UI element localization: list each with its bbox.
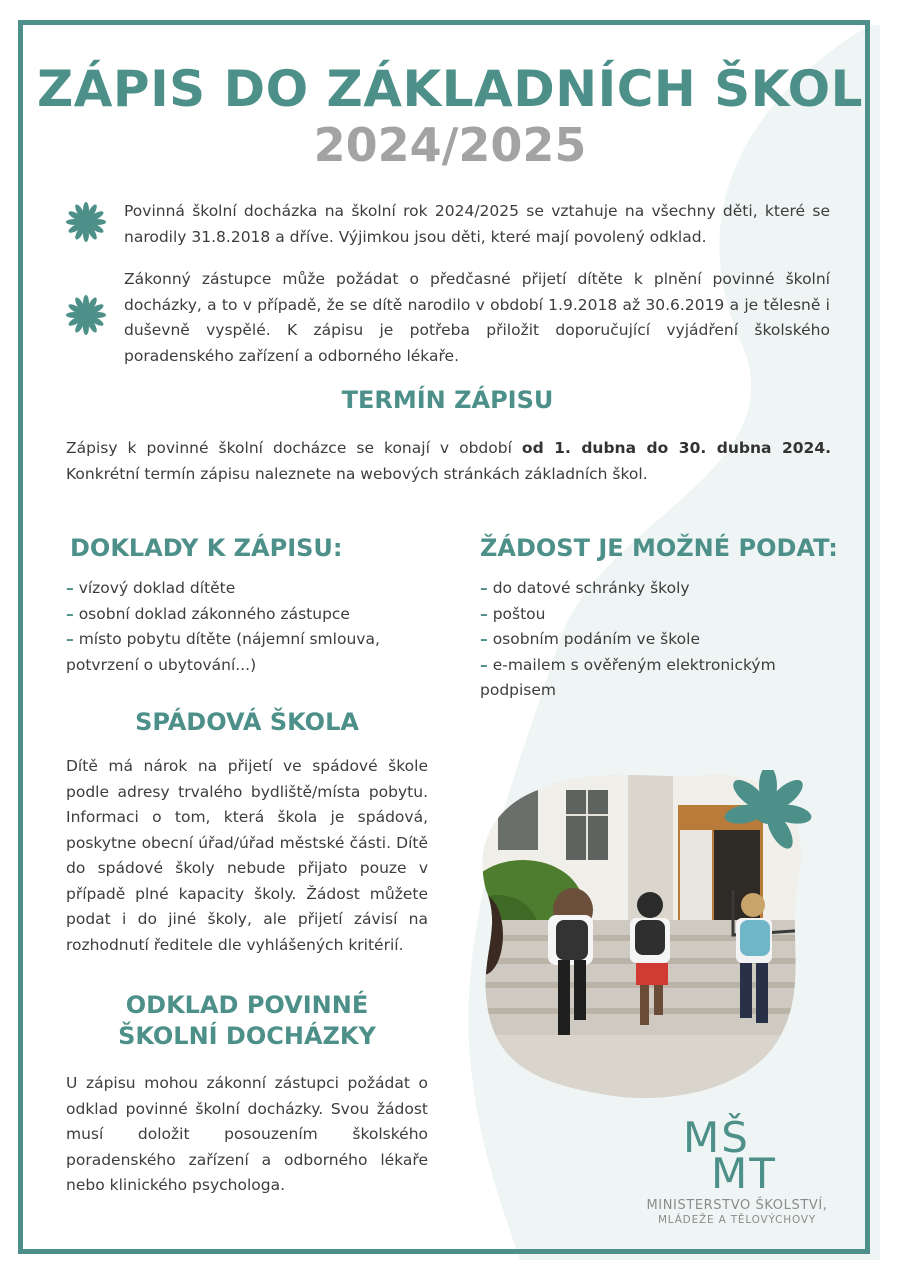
- termin-text-start: Zápisy k povinné školní docházce se konají v období: [66, 439, 522, 457]
- dash-bullet: –: [66, 579, 74, 597]
- msmt-logo: MŠ MT: [683, 1113, 777, 1198]
- spadova-paragraph: Dítě má nárok na přijetí ve spádové škole podle adresy trvalého bydliště/místa pobytu. Informaci o tom, která škola je spádová, poskytne obecní úřad/úřad městské části. Dítě do spádové školy nebude přijato pouze v případě plné kapacity školy. Žádost můžete podat i do jiné školy, ale přijetí závisí na rozhodnutí ředitele dle vyhlášených kritérií.: [66, 757, 428, 954]
- heading-doklady: DOKLADY K ZÁPISU:: [70, 534, 343, 562]
- page-subtitle-year: 2024/2025: [313, 118, 587, 172]
- termin-text-end: Konkrétní termín zápisu naleznete na webových stránkách základních škol.: [66, 464, 648, 483]
- dash-bullet: –: [480, 579, 488, 597]
- list-item: – osobním podáním ve škole: [480, 630, 700, 648]
- intro-paragraph-1: Povinná školní docházka na školní rok 2024/2025 se vztahuje na všechny děti, které se narodily 31.8.2018 a dříve. Výjimkou jsou děti, které mají povolený odklad.: [124, 202, 830, 246]
- doklady-list: [66, 576, 416, 678]
- list-item: – do datové schránky školy: [480, 579, 690, 597]
- dash-bullet: –: [66, 630, 74, 648]
- odklad-paragraph: U zápisu mohou zákonní zástupci požádat o odklad povinné školní docházky. Svou žádost musí doložit posouzením školského poradenského zařízení a odborného lékaře nebo klinického psychologa.: [66, 1074, 428, 1194]
- heading-odklad: ODKLAD POVINNÉ ŠKOLNÍ DOCHÁZKY: [118, 991, 376, 1050]
- list-item: – místo pobytu dítěte (nájemní smlouva, potvrzení o ubytování...): [66, 630, 380, 674]
- flower-icon: [66, 202, 106, 242]
- ministry-name-line2: MLÁDEŽE A TĚLOVÝCHOVY: [657, 1214, 817, 1226]
- ministry-name-line1: MINISTERSTVO ŠKOLSTVÍ,: [646, 1198, 828, 1213]
- dash-bullet: –: [480, 655, 488, 674]
- list-item: – vízový doklad dítěte: [66, 579, 236, 597]
- termin-paragraph: [66, 436, 831, 487]
- dash-bullet: –: [66, 604, 74, 623]
- flower-icon: [66, 295, 106, 335]
- list-item: – e-mailem s ověřeným elektronickým podpisem: [480, 655, 776, 699]
- school-children-photo: [478, 770, 818, 1110]
- heading-zadost: ŽÁDOST JE MOŽNÉ PODAT:: [480, 534, 838, 562]
- zadost-list: [480, 576, 830, 704]
- dash-bullet: –: [480, 630, 488, 648]
- list-item: – poštou: [480, 604, 546, 623]
- heading-spadova-skola: SPÁDOVÁ ŠKOLA: [135, 708, 359, 736]
- heading-termin-zapisu: TERMÍN ZÁPISU: [341, 386, 554, 414]
- list-item: – osobní doklad zákonného zástupce: [66, 604, 350, 623]
- termin-date-range: od 1. dubna do 30. dubna 2024.: [521, 439, 831, 457]
- page-title: ZÁPIS DO ZÁKLADNÍCH ŠKOL: [36, 60, 864, 118]
- dash-bullet: –: [480, 604, 488, 623]
- intro-paragraph-2: Zákonný zástupce může požádat o předčasné přijetí dítěte k plnění povinné školní docházky, a to v případě, že se dítě narodilo v období 1.9.2018 až 30.6.2019 a je tělesně i duševně vyspělé. K zápisu je potřeba přiložit doporučující vyjádření školského poradenského zařízení a odborného lékaře.: [124, 270, 830, 365]
